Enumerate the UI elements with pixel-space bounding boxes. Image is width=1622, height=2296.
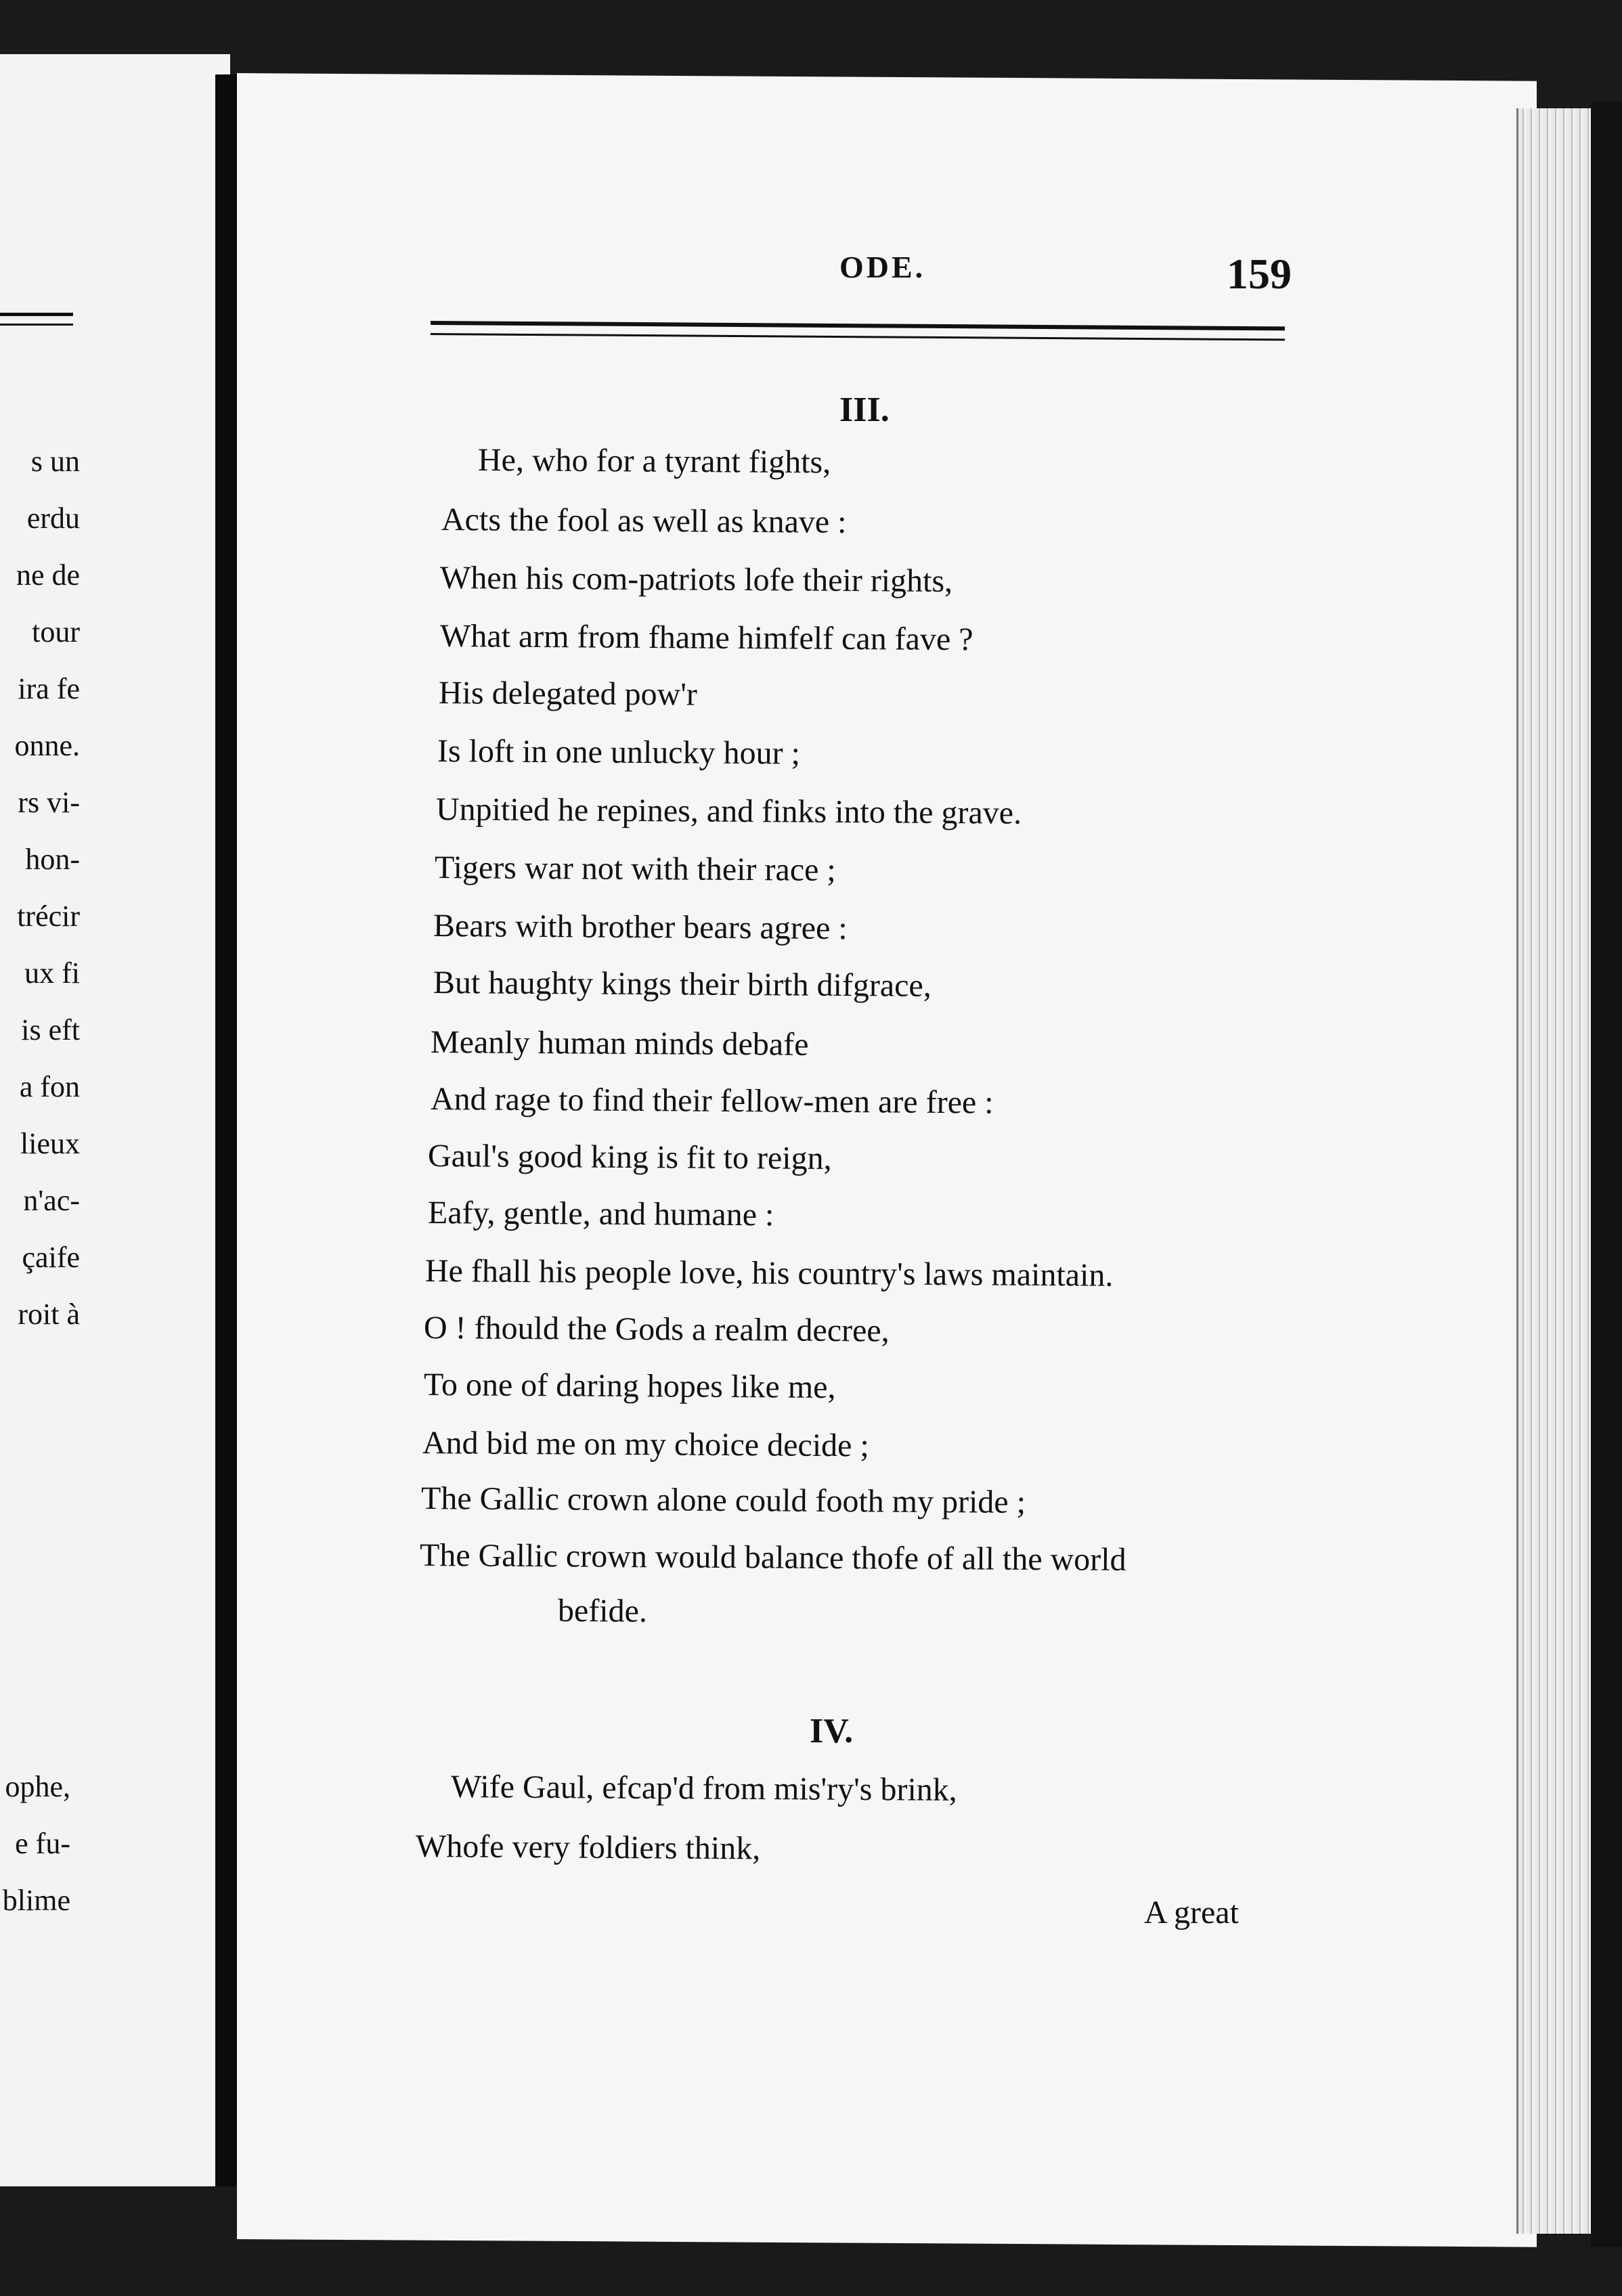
scan-edge (1591, 102, 1622, 2247)
left-line: onne. (14, 729, 80, 762)
running-head: ODE. (839, 250, 926, 284)
left-line: trécir (17, 900, 80, 933)
poem-line: But haughty kings their birth difgrace, (433, 965, 932, 1004)
left-line: ophe, (5, 1770, 70, 1803)
poem-line: When his com-patriots lofe their rights, (439, 560, 953, 600)
poem-line: The Gallic crown would balance thofe of all the world (419, 1537, 1126, 1578)
poem-line: What arm from fhame himfelf can fave ? (439, 618, 973, 658)
poem-line: Wife Gaul, efcap'd from mis'ry's brink, (450, 1769, 957, 1808)
stanza-numeral: IV. (810, 1712, 854, 1750)
poem-line: Whofe very foldiers think, (415, 1828, 761, 1867)
poem-line: befide. (557, 1593, 648, 1629)
page-edges (1516, 108, 1593, 2234)
poem-line: The Gallic crown alone could footh my pride ; (420, 1480, 1026, 1520)
poem-line: O ! fhould the Gods a realm decree, (423, 1310, 890, 1349)
left-page-text-top (0, 433, 80, 1343)
poem-line: Tigers war not with their race ; (434, 849, 836, 888)
poem-line: And rage to find their fellow-men are free : (430, 1081, 994, 1121)
left-page-rule-thin (0, 324, 73, 326)
left-line: roit à (18, 1298, 80, 1331)
poem-line: Gaul's good king is fit to reign, (427, 1138, 832, 1176)
left-line: ux fi (24, 956, 80, 990)
left-line: s un (30, 445, 80, 478)
left-line: çaife (22, 1241, 80, 1274)
left-line: a fon (19, 1070, 80, 1103)
poem-line: He fhall his people love, his country's laws maintain. (424, 1253, 1114, 1294)
left-line: e fu- (15, 1827, 70, 1860)
left-page-text-bottom (0, 1759, 70, 1929)
left-line: blime (2, 1884, 70, 1917)
stanza-numeral: III. (839, 391, 890, 429)
page-number: 159 (1227, 250, 1292, 298)
left-line: ne de (16, 558, 80, 592)
left-line: is eft (21, 1013, 80, 1046)
poem-line: And bid me on my choice decide ; (422, 1425, 869, 1464)
left-line: hon- (25, 843, 80, 876)
left-page-rule (0, 313, 73, 316)
poem-line: Eafy, gentle, and humane : (427, 1195, 774, 1233)
catchword: A great (1144, 1895, 1239, 1930)
left-line: erdu (26, 502, 80, 535)
poem-line: His delegated pow'r (438, 675, 698, 713)
poem-line: He, who for a tyrant fights, (477, 442, 831, 481)
poem-line: Acts the fool as well as knave : (441, 502, 847, 540)
poem-line: Is loft in one unlucky hour ; (437, 733, 801, 772)
left-line: n'ac- (23, 1184, 80, 1217)
left-line: rs vi- (18, 786, 80, 819)
left-line: lieux (20, 1127, 80, 1160)
poem-line: To one of daring hopes like me, (423, 1367, 836, 1406)
poem-line: Unpitied he repines, and finks into the grave. (435, 791, 1022, 831)
poem-line: Meanly human minds debafe (430, 1024, 809, 1063)
left-line: ira fe (18, 672, 80, 705)
poem-line: Bears with brother bears agree : (433, 908, 848, 947)
left-line: tour (32, 615, 80, 648)
